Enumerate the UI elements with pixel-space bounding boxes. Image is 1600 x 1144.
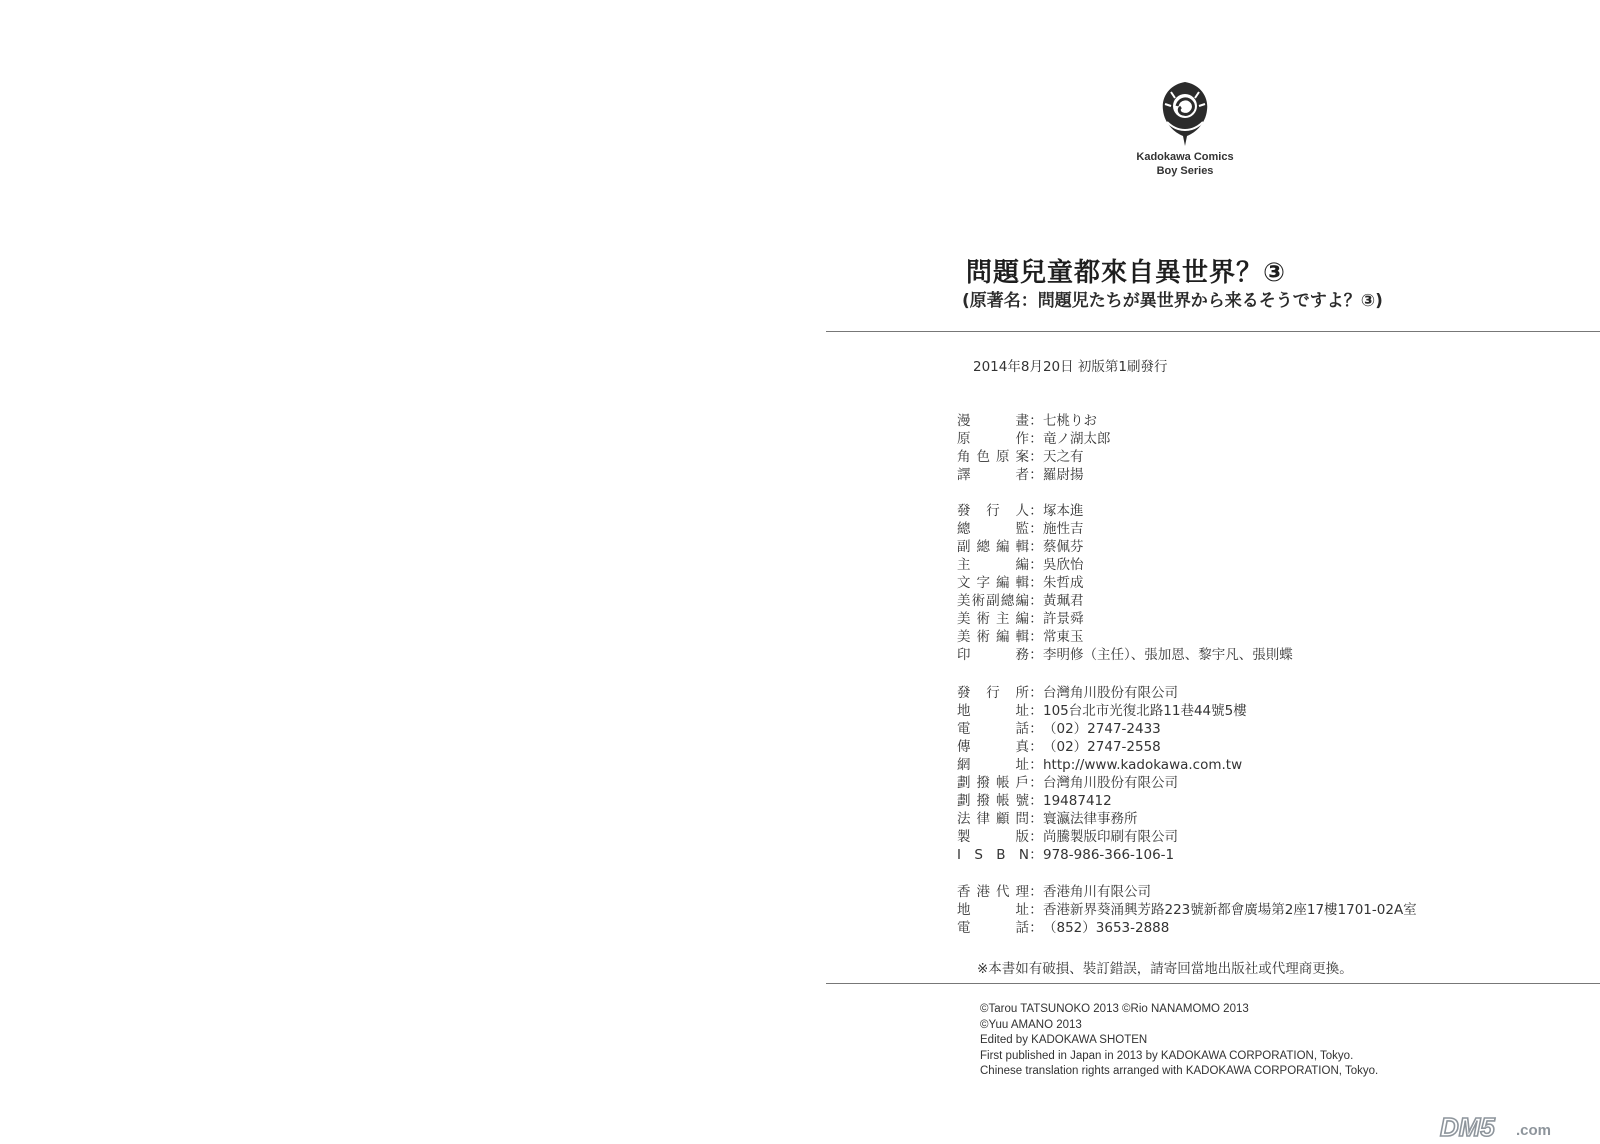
credit-value: 19487412	[1043, 793, 1112, 809]
logo-line-1: Kadokawa Comics	[1136, 151, 1234, 163]
credit-row: 主 編 ： 吳欣怡	[957, 557, 1084, 573]
credit-value: 香港角川有限公司	[1043, 884, 1151, 900]
credit-row: 發 行 所 ： 台灣角川股份有限公司	[957, 685, 1178, 701]
credit-label: 電 話	[957, 721, 1029, 737]
credit-label: 美 術 副 總 編	[957, 593, 1029, 609]
credit-row: 副 總 編 輯 ： 蔡佩芬	[957, 539, 1084, 555]
credit-label: 美 術 主 編	[957, 611, 1029, 627]
copyright-line: ©Yuu AMANO 2013	[980, 1018, 1082, 1031]
credit-row: 美 術 編 輯 ： 常東玉	[957, 629, 1084, 645]
credit-value: 朱哲成	[1043, 575, 1084, 591]
credit-label: 發 行 所	[957, 685, 1029, 701]
credit-row: 劃 撥 帳 戶 ： 台灣角川股份有限公司	[957, 775, 1178, 791]
credit-value: 塚本進	[1043, 503, 1084, 519]
credit-value: 天之有	[1043, 449, 1084, 465]
publication-date: 2014年8月20日 初版第1刷發行	[973, 359, 1168, 375]
credit-label: 文 字 編 輯	[957, 575, 1029, 591]
credit-value: 寰瀛法律事務所	[1043, 811, 1138, 827]
credit-label: 印 務	[957, 647, 1029, 663]
copyright-line: ©Tarou TATSUNOKO 2013 ©Rio NANAMOMO 2013	[980, 1003, 1249, 1015]
website-link[interactable]: http://www.kadokawa.com.tw	[1043, 757, 1243, 773]
credit-row: I S B N ： 978-986-366-106-1	[957, 847, 1175, 863]
credit-row: 法 律 顧 問 ： 寰瀛法律事務所	[957, 811, 1138, 827]
credit-row: 總 監 ： 施性吉	[957, 521, 1084, 537]
copyright-line: Chinese translation rights arranged with KADOKAWA CORPORATION, Tokyo.	[980, 1065, 1379, 1077]
credits-group-creators	[957, 412, 1111, 484]
isbn-value: 978-986-366-106-1	[1043, 847, 1175, 863]
credit-label: 地 址	[957, 703, 1029, 719]
credits-group-publisher	[957, 684, 1247, 864]
credit-row: 譯 者 ： 羅尉揚	[957, 467, 1084, 483]
svg-text:.com: .com	[1516, 1122, 1552, 1139]
credit-label: 發 行 人	[957, 503, 1029, 519]
credit-value: （02）2747-2558	[1043, 739, 1161, 755]
credit-label: 譯 者	[957, 467, 1029, 483]
credit-value: 香港新界葵涌興芳路223號新都會廣場第2座17樓1701-02A室	[1043, 902, 1417, 918]
credit-row: 角 色 原 案 ： 天之有	[957, 449, 1084, 465]
credit-value: 羅尉揚	[1043, 467, 1084, 483]
copyright-line: Edited by KADOKAWA SHOTEN	[980, 1034, 1148, 1046]
credit-row: 劃 撥 帳 號 ： 19487412	[957, 793, 1112, 809]
credit-row: 美 術 副 總 編 ： 黃珮君	[957, 593, 1084, 609]
credit-row: 電 話 ： （852）3653-2888	[957, 920, 1170, 936]
logo-line-2: Boy Series	[1156, 165, 1214, 177]
credit-label: 劃 撥 帳 戶	[957, 775, 1029, 791]
credit-value: 105台北市光復北路11巷44號5樓	[1043, 703, 1247, 719]
credit-label: I S B N	[957, 847, 1029, 863]
credit-value: 尚騰製版印刷有限公司	[1043, 829, 1178, 845]
credit-label: 漫 畫	[957, 413, 1029, 429]
top-divider	[826, 331, 1600, 332]
phoenix-emblem-icon	[1153, 78, 1217, 150]
credit-row: 美 術 主 編 ： 許景舜	[957, 611, 1084, 627]
credit-label: 主 編	[957, 557, 1029, 573]
credit-value: 台灣角川股份有限公司	[1043, 685, 1178, 701]
credit-row: 文 字 編 輯 ： 朱哲成	[957, 575, 1084, 591]
credit-row: 原 作 ： 竜ノ湖太郎	[957, 431, 1111, 447]
credit-label: 傳 真	[957, 739, 1029, 755]
dm5-watermark-logo	[1438, 1112, 1588, 1140]
credit-label: 法 律 顧 問	[957, 811, 1029, 827]
publisher-logo	[1130, 78, 1240, 178]
credit-value: 李明修（主任）、張加恩、黎宇凡、張則蝶	[1043, 647, 1293, 663]
credits-group-hk-agent	[957, 883, 1417, 937]
credit-value: 蔡佩芬	[1043, 539, 1084, 555]
credit-row: 香 港 代 理 ： 香港角川有限公司	[957, 884, 1151, 900]
credit-row: 電 話 ： （02）2747-2433	[957, 721, 1161, 737]
credit-value: 吳欣怡	[1043, 557, 1084, 573]
credit-row: 漫 畫 ： 七桃りお	[957, 413, 1097, 429]
credit-value: 黃珮君	[1043, 593, 1084, 609]
credit-label: 總 監	[957, 521, 1029, 537]
credit-value: 七桃りお	[1043, 413, 1097, 429]
credit-label: 電 話	[957, 920, 1029, 936]
credit-label: 劃 撥 帳 號	[957, 793, 1029, 809]
damage-notice: ※本書如有破損、裝訂錯誤，請寄回當地出版社或代理商更換。	[977, 961, 1353, 977]
credit-label: 原 作	[957, 431, 1029, 447]
credit-value: 台灣角川股份有限公司	[1043, 775, 1178, 791]
credit-row: 地 址 ： 105台北市光復北路11巷44號5樓	[957, 703, 1247, 719]
credit-label: 地 址	[957, 902, 1029, 918]
original-title: (原著名：問題児たちが異世界から来るそうですよ？③)	[962, 291, 1383, 311]
credit-row: 製 版 ： 尚騰製版印刷有限公司	[957, 829, 1178, 845]
bottom-divider	[826, 983, 1600, 984]
credit-label: 角 色 原 案	[957, 449, 1029, 465]
credit-value: 許景舜	[1043, 611, 1084, 627]
credit-value: （852）3653-2888	[1043, 920, 1170, 936]
credit-label: 網 址	[957, 757, 1029, 773]
credit-value: 常東玉	[1043, 629, 1084, 645]
credits-group-staff	[957, 502, 1293, 664]
book-title: 問題兒童都來自異世界？③	[966, 258, 1287, 288]
credit-label: 副 總 編 輯	[957, 539, 1029, 555]
credit-row: 網 址 ： http://www.kadokawa.com.tw	[957, 757, 1243, 773]
credit-row: 傳 真 ： （02）2747-2558	[957, 739, 1161, 755]
svg-text:DM5: DM5	[1440, 1112, 1495, 1140]
credit-row: 發 行 人 ： 塚本進	[957, 503, 1084, 519]
credit-label: 香 港 代 理	[957, 884, 1029, 900]
credit-value: 施性吉	[1043, 521, 1084, 537]
credit-row: 印 務 ： 李明修（主任）、張加恩、黎宇凡、張則蝶	[957, 647, 1293, 663]
credit-row: 地 址 ： 香港新界葵涌興芳路223號新都會廣場第2座17樓1701-02A室	[957, 902, 1417, 918]
copyright-line: First published in Japan in 2013 by KADOKAWA CORPORATION, Tokyo.	[980, 1049, 1354, 1062]
copyright-block	[980, 1002, 1378, 1080]
credit-value: （02）2747-2433	[1043, 721, 1161, 737]
credit-value: 竜ノ湖太郎	[1043, 431, 1111, 447]
credit-label: 美 術 編 輯	[957, 629, 1029, 645]
credit-label: 製 版	[957, 829, 1029, 845]
